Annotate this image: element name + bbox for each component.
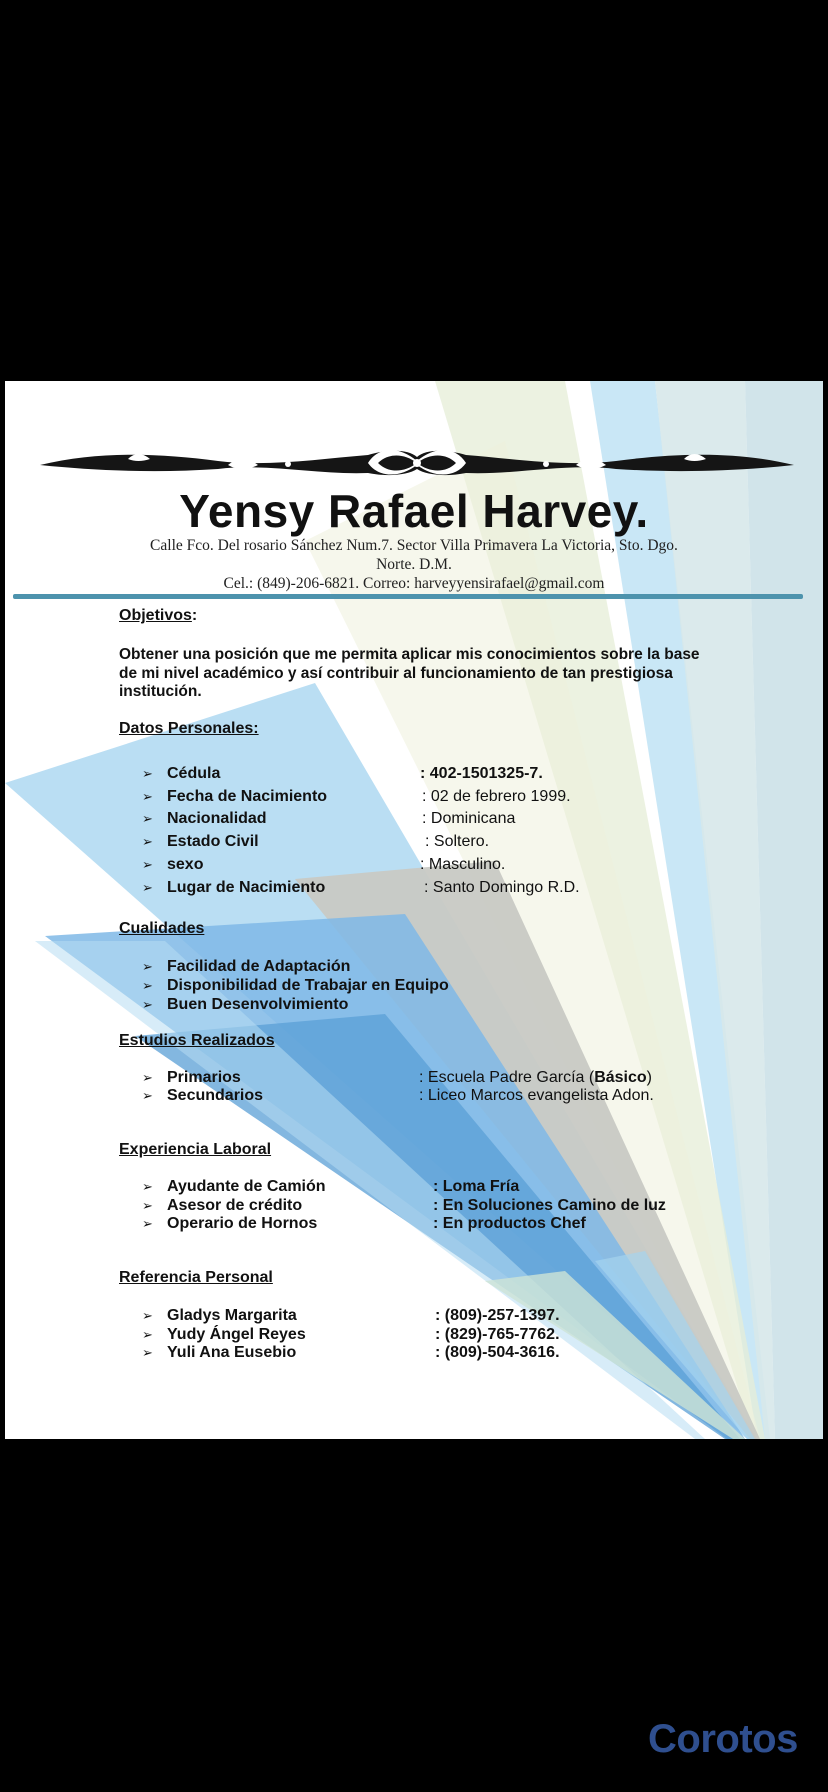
datos-row: [5, 832, 823, 852]
referencia-row: [5, 1325, 823, 1345]
experiencia-heading: Experiencia Laboral: [119, 1141, 272, 1158]
datos-value: : Santo Domingo R.D.: [424, 879, 580, 896]
datos-label: sexo: [167, 856, 204, 873]
datos-row: [5, 764, 823, 784]
estudios-value: [419, 1068, 652, 1088]
bullet-arrow-icon: ➢: [142, 1088, 153, 1103]
estudios-value-bold: Básico: [594, 1069, 647, 1086]
datos-label: Fecha de Nacimiento: [167, 788, 328, 805]
resume-document: [5, 381, 823, 1439]
candidate-name: Yensy Rafael Harvey.: [179, 485, 649, 537]
bullet-arrow-icon: ➢: [142, 857, 153, 872]
objetivos-text: Obtener una posición que me permita aplicar mis conocimientos sobre la base de mi nivel académico y así contribuir al funcionamiento de tan prestigiosa institución.: [119, 646, 700, 700]
bullet-arrow-icon: ➢: [142, 997, 153, 1012]
objetivos-heading-colon: :: [191, 607, 198, 624]
bullet-arrow-icon: ➢: [142, 1345, 153, 1360]
experiencia-row: [5, 1214, 823, 1234]
cualidades-item: [5, 957, 823, 977]
experiencia-label: Asesor de crédito: [167, 1197, 303, 1214]
referencia-phone: : (809)-257-1397.: [435, 1307, 560, 1324]
cualidad-text: Disponibilidad de Trabajar en Equipo: [167, 977, 449, 994]
cualidades-item: [5, 995, 823, 1015]
experiencia-row: [5, 1177, 823, 1197]
header-divider: [13, 594, 803, 599]
objetivos-heading-wrap: [119, 607, 197, 625]
bullet-arrow-icon: ➢: [142, 811, 153, 826]
bullet-arrow-icon: ➢: [142, 1327, 153, 1342]
cualidad-text: Buen Desenvolvimiento: [167, 996, 349, 1013]
datos-value: : 02 de febrero 1999.: [422, 788, 571, 805]
cualidad-text: Facilidad de Adaptación: [167, 958, 351, 975]
datos-value: : Masculino.: [420, 856, 506, 873]
bullet-arrow-icon: ➢: [142, 880, 153, 895]
referencia-name: Gladys Margarita: [167, 1307, 297, 1324]
bullet-arrow-icon: ➢: [142, 1179, 153, 1194]
referencia-phone: : (809)-504-3616.: [435, 1344, 560, 1361]
estudios-heading: Estudios Realizados: [119, 1032, 275, 1049]
experiencia-label: Ayudante de Camión: [167, 1178, 326, 1195]
datos-value: : Soltero.: [425, 833, 490, 850]
datos-label: Estado Civil: [167, 833, 259, 850]
bullet-arrow-icon: ➢: [142, 1308, 153, 1323]
bullet-arrow-icon: ➢: [142, 1216, 153, 1231]
bullet-arrow-icon: ➢: [142, 789, 153, 804]
address-line-1: Calle Fco. Del rosario Sánchez Num.7. Sector Villa Primavera La Victoria, Sto. Dgo.: [150, 537, 678, 554]
estudios-value: : Liceo Marcos evangelista Adon.: [419, 1087, 654, 1104]
datos-value: : Dominicana: [422, 810, 516, 827]
bullet-arrow-icon: ➢: [142, 978, 153, 993]
objetivos-heading: Objetivos: [119, 607, 192, 624]
cualidades-heading: Cualidades: [119, 920, 205, 937]
datos-label: Lugar de Nacimiento: [167, 879, 326, 896]
corotos-watermark-logo: Corotos: [648, 1717, 798, 1761]
datos-row: [5, 855, 823, 875]
referencia-name: Yudy Ángel Reyes: [167, 1326, 306, 1343]
referencia-name: Yuli Ana Eusebio: [167, 1344, 297, 1361]
estudios-row: [5, 1086, 823, 1106]
datos-row: [5, 787, 823, 807]
bullet-arrow-icon: ➢: [142, 959, 153, 974]
address-line-2: Norte. D.M.: [376, 556, 452, 573]
datos-label: Cédula: [167, 765, 221, 782]
experiencia-label: Operario de Hornos: [167, 1215, 318, 1232]
experiencia-value: : En Soluciones Camino de luz: [433, 1197, 666, 1214]
referencia-row: [5, 1306, 823, 1326]
bullet-arrow-icon: ➢: [142, 1070, 153, 1085]
bullet-arrow-icon: ➢: [142, 766, 153, 781]
datos-row: [5, 878, 823, 898]
contact-line: Cel.: (849)-206-6821. Correo: harveyyensirafael@gmail.com: [223, 575, 605, 592]
bullet-arrow-icon: ➢: [142, 834, 153, 849]
experiencia-row: [5, 1196, 823, 1216]
cualidades-item: [5, 976, 823, 996]
estudios-label: Primarios: [167, 1069, 241, 1086]
datos-row: [5, 809, 823, 829]
referencia-heading: Referencia Personal: [119, 1269, 273, 1286]
bullet-arrow-icon: ➢: [142, 1198, 153, 1213]
experiencia-value: : En productos Chef: [433, 1215, 586, 1232]
datos-value: : 402-1501325-7.: [420, 765, 543, 782]
datos-heading: Datos Personales:: [119, 720, 259, 737]
referencia-phone: : (829)-765-7762.: [435, 1326, 560, 1343]
estudios-label: Secundarios: [167, 1087, 264, 1104]
ornamental-divider-icon: [38, 445, 796, 481]
estudios-value-suffix: ): [646, 1069, 652, 1086]
datos-label: Nacionalidad: [167, 810, 267, 827]
estudios-row: [5, 1068, 823, 1088]
estudios-value-prefix: : Escuela Padre García (: [419, 1069, 595, 1086]
referencia-row: [5, 1343, 823, 1363]
experiencia-value: : Loma Fría: [433, 1178, 520, 1195]
